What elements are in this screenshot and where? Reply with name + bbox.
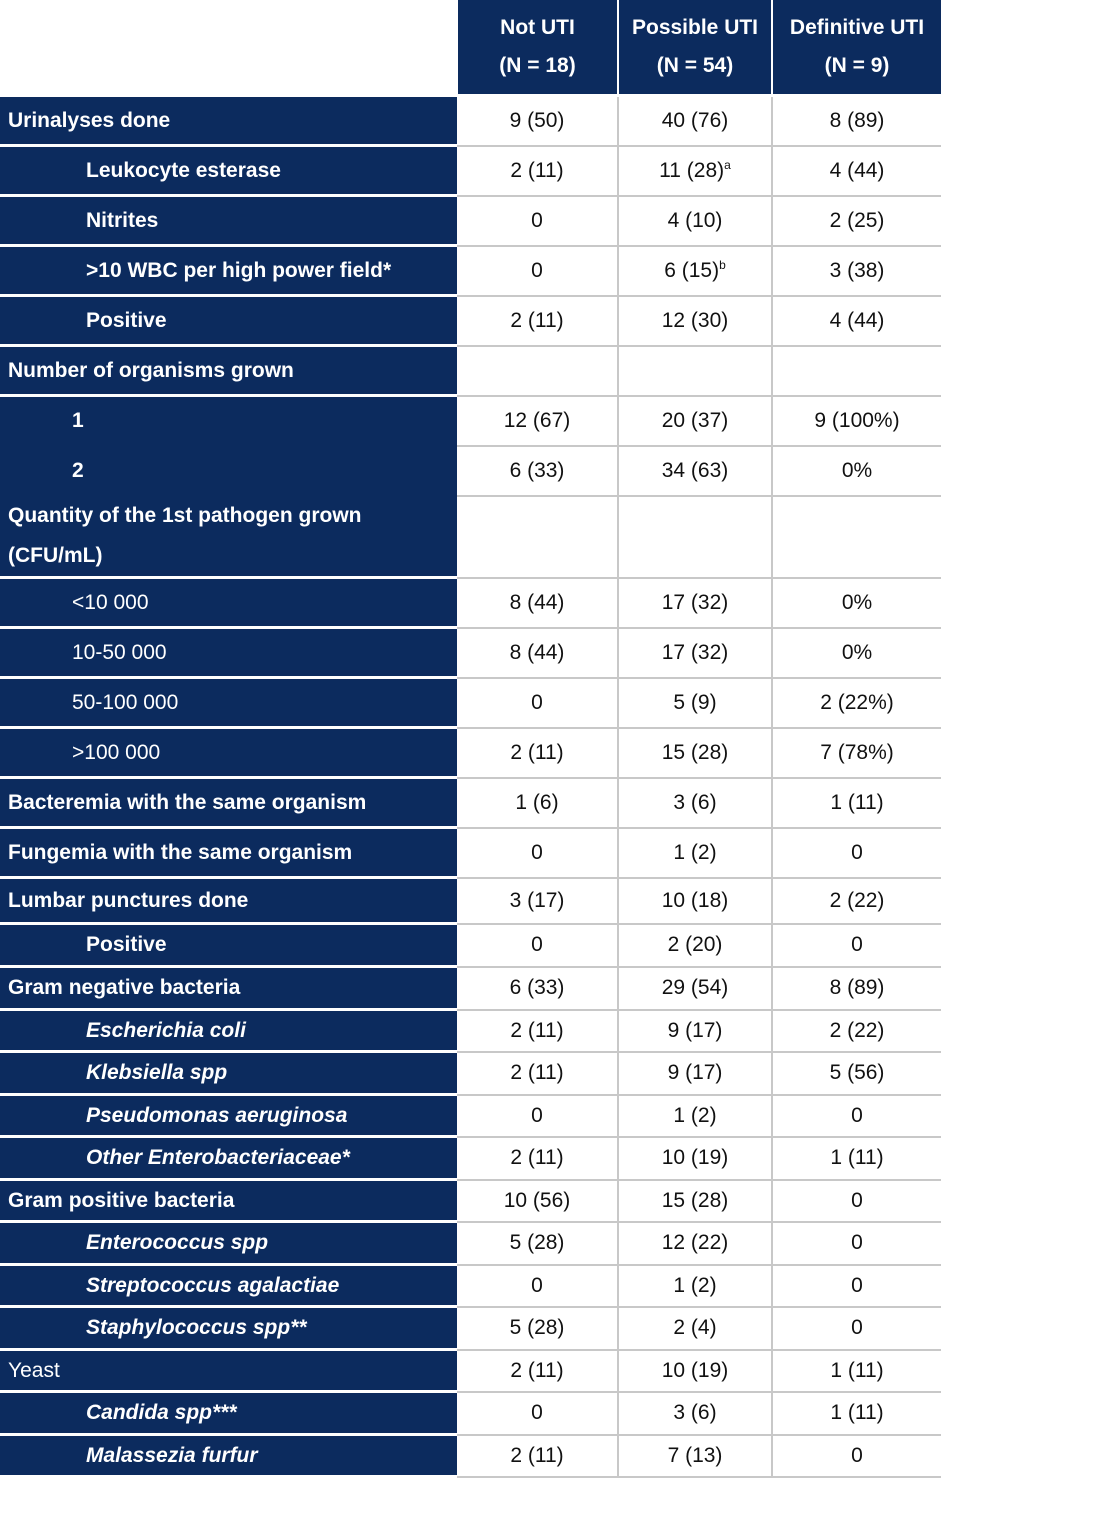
value-cell bbox=[457, 146, 618, 196]
table-row bbox=[0, 446, 941, 496]
value-cell bbox=[772, 396, 941, 446]
row-label-cell bbox=[0, 246, 457, 296]
value-cell bbox=[618, 396, 772, 446]
cell-value: 7 (13) bbox=[667, 1443, 723, 1467]
row-label-cell bbox=[0, 1010, 457, 1052]
cell-value: 2 (11) bbox=[510, 158, 564, 182]
value-cell bbox=[457, 1052, 618, 1095]
value-cell bbox=[618, 878, 772, 924]
value-cell bbox=[618, 146, 772, 196]
row-label-cell bbox=[0, 296, 457, 346]
footnote-marker: a bbox=[724, 157, 731, 172]
value-cell bbox=[457, 496, 618, 578]
row-label-multiline bbox=[8, 496, 362, 576]
row-label-cell bbox=[0, 1137, 457, 1180]
value-cell bbox=[457, 296, 618, 346]
header-definitive-uti bbox=[772, 0, 941, 96]
value-cell bbox=[618, 924, 772, 967]
row-label: Leukocyte esterase bbox=[86, 158, 281, 182]
row-label-cell bbox=[0, 196, 457, 246]
header-col-name: Possible UTI bbox=[631, 16, 759, 39]
value-cell bbox=[457, 1010, 618, 1052]
row-label: >100 000 bbox=[72, 740, 161, 764]
cell-value: 2 (11) bbox=[510, 1443, 564, 1467]
cell-value: 9 (100%) bbox=[814, 408, 900, 432]
cell-value: 10 (56) bbox=[503, 1188, 571, 1212]
value-cell bbox=[618, 628, 772, 678]
table-row bbox=[0, 1222, 941, 1265]
value-cell bbox=[457, 246, 618, 296]
value-cell bbox=[457, 446, 618, 496]
value-cell bbox=[772, 1095, 941, 1137]
cell-value: 4 (44) bbox=[829, 308, 885, 332]
cell-value: 5 (56) bbox=[829, 1061, 885, 1084]
cell-value: 5 (28) bbox=[509, 1316, 565, 1339]
value-cell bbox=[457, 1350, 618, 1392]
value-cell bbox=[772, 1180, 941, 1222]
value-cell bbox=[772, 1307, 941, 1350]
cell-value: 2 (11) bbox=[510, 1358, 564, 1382]
value-cell bbox=[457, 967, 618, 1010]
value-cell bbox=[772, 446, 941, 496]
cell-value: 8 (44) bbox=[509, 640, 565, 664]
row-label: <10 000 bbox=[72, 590, 149, 614]
cell-value: 29 (54) bbox=[661, 976, 729, 999]
cell-value: 40 (76) bbox=[661, 108, 729, 132]
row-label: Positive bbox=[86, 933, 167, 956]
cell-value: 2 (25) bbox=[829, 208, 885, 232]
cell-value: 12 (22) bbox=[661, 1231, 729, 1254]
value-cell bbox=[618, 446, 772, 496]
cell-value: 0 bbox=[531, 933, 543, 956]
value-cell bbox=[457, 1392, 618, 1435]
row-label: Yeast bbox=[8, 1358, 60, 1382]
footnote-marker: b bbox=[719, 257, 726, 272]
table-row bbox=[0, 1435, 941, 1477]
row-label-cell bbox=[0, 496, 457, 578]
value-cell bbox=[618, 1307, 772, 1350]
value-cell bbox=[618, 96, 772, 146]
row-label-cell bbox=[0, 1265, 457, 1307]
cell-value: 10 (18) bbox=[661, 888, 729, 912]
value-cell bbox=[772, 1435, 941, 1477]
table-row bbox=[0, 1392, 941, 1435]
table-row bbox=[0, 296, 941, 346]
cell-value: 7 (78%) bbox=[820, 740, 894, 764]
value-cell bbox=[457, 96, 618, 146]
row-label: Gram negative bacteria bbox=[8, 976, 241, 999]
value-cell bbox=[772, 246, 941, 296]
cell-value: 4 (10) bbox=[667, 208, 723, 232]
cell-value: 2 (11) bbox=[510, 308, 564, 332]
header-possible-uti bbox=[618, 0, 772, 96]
table-row bbox=[0, 1010, 941, 1052]
value-cell bbox=[457, 1265, 618, 1307]
row-label-cell bbox=[0, 924, 457, 967]
cell-value: 10 (19) bbox=[661, 1358, 729, 1382]
value-cell bbox=[618, 346, 772, 396]
row-label: Streptococcus agalactiae bbox=[86, 1273, 340, 1297]
table-row bbox=[0, 1095, 941, 1137]
row-label-cell bbox=[0, 628, 457, 678]
row-label-cell bbox=[0, 146, 457, 196]
table-row bbox=[0, 96, 941, 146]
row-label: Urinalyses done bbox=[8, 108, 171, 132]
cell-value: 2 (22) bbox=[829, 1018, 885, 1042]
table-body bbox=[0, 96, 941, 1477]
value-cell bbox=[618, 1052, 772, 1095]
table-row bbox=[0, 1052, 941, 1095]
cell-value: 0 bbox=[851, 1188, 863, 1212]
cell-value: 1 (11) bbox=[830, 1146, 884, 1169]
row-label-cell bbox=[0, 728, 457, 778]
row-label: 1 bbox=[72, 409, 84, 433]
cell-value: 20 (37) bbox=[661, 408, 729, 432]
value-cell bbox=[618, 1010, 772, 1052]
value-cell bbox=[457, 1095, 618, 1137]
value-cell bbox=[772, 1137, 941, 1180]
cell-value: 12 (67) bbox=[503, 408, 571, 432]
table-row bbox=[0, 967, 941, 1010]
value-cell bbox=[457, 678, 618, 728]
cell-value: 2 (11) bbox=[510, 1061, 564, 1084]
row-label: 50-100 000 bbox=[72, 690, 179, 714]
row-label-cell bbox=[0, 828, 457, 878]
value-cell bbox=[618, 1392, 772, 1435]
cell-value: 1 (11) bbox=[830, 1358, 884, 1382]
row-label-cell bbox=[0, 1435, 457, 1477]
table-row bbox=[0, 578, 941, 628]
cell-value: 2 (22) bbox=[829, 888, 885, 912]
value-cell bbox=[772, 1265, 941, 1307]
value-cell bbox=[618, 1350, 772, 1392]
cell-value: 3 (6) bbox=[673, 1401, 717, 1424]
cell-value: 34 (63) bbox=[661, 458, 729, 482]
value-cell bbox=[772, 778, 941, 828]
value-cell bbox=[618, 728, 772, 778]
value-cell bbox=[772, 1010, 941, 1052]
cell-value: 0% bbox=[841, 640, 873, 664]
cell-value: 9 (50) bbox=[509, 108, 565, 132]
header-row bbox=[0, 0, 941, 96]
row-label-cell bbox=[0, 96, 457, 146]
cell-value: 0 bbox=[531, 208, 543, 232]
row-label: Other Enterobacteriaceae* bbox=[86, 1146, 350, 1169]
row-label-cell bbox=[0, 396, 457, 446]
cell-value: 10 (19) bbox=[661, 1146, 729, 1169]
value-cell bbox=[618, 1222, 772, 1265]
value-cell bbox=[457, 924, 618, 967]
value-cell bbox=[772, 678, 941, 728]
value-cell bbox=[457, 346, 618, 396]
value-cell bbox=[772, 346, 941, 396]
cell-value: 2 (20) bbox=[667, 933, 723, 956]
row-label: Escherichia coli bbox=[86, 1018, 246, 1042]
cell-value: 6 (33) bbox=[509, 976, 565, 999]
table-row bbox=[0, 728, 941, 778]
row-label: Number of organisms grown bbox=[8, 358, 294, 382]
value-cell bbox=[618, 967, 772, 1010]
value-cell bbox=[772, 146, 941, 196]
cell-value: 1 (11) bbox=[830, 790, 884, 814]
cell-value: 3 (38) bbox=[829, 258, 885, 282]
cell-value: 3 (17) bbox=[509, 888, 565, 912]
value-cell bbox=[772, 628, 941, 678]
table-row bbox=[0, 1137, 941, 1180]
value-cell bbox=[772, 828, 941, 878]
value-cell bbox=[772, 1052, 941, 1095]
header-col-n: (N = 54) bbox=[656, 54, 734, 77]
value-cell bbox=[457, 1137, 618, 1180]
cell-value: 15 (28) bbox=[661, 1188, 729, 1212]
value-cell bbox=[618, 828, 772, 878]
cell-value: 8 (89) bbox=[829, 108, 885, 132]
row-label-cell bbox=[0, 1052, 457, 1095]
row-label-cell bbox=[0, 878, 457, 924]
row-label: Klebsiella spp bbox=[86, 1061, 228, 1084]
value-cell bbox=[618, 1180, 772, 1222]
value-cell bbox=[618, 1435, 772, 1477]
table-row bbox=[0, 346, 941, 396]
cell-value: 8 (44) bbox=[509, 590, 565, 614]
row-label: Nitrites bbox=[86, 208, 159, 232]
cell-value: 0 bbox=[531, 690, 543, 714]
row-label: Pseudomonas aeruginosa bbox=[86, 1103, 348, 1127]
table-row bbox=[0, 1350, 941, 1392]
cell-value: 1 (6) bbox=[515, 790, 559, 814]
cell-value: 2 (11) bbox=[510, 1146, 564, 1169]
row-label-cell bbox=[0, 446, 457, 496]
table-row bbox=[0, 496, 941, 578]
cell-value: 15 (28) bbox=[661, 740, 729, 764]
value-cell bbox=[772, 296, 941, 346]
table-row bbox=[0, 1307, 941, 1350]
header-col-n: (N = 9) bbox=[824, 54, 890, 77]
table-row bbox=[0, 1265, 941, 1307]
value-cell bbox=[772, 878, 941, 924]
row-label-cell bbox=[0, 967, 457, 1010]
row-label: Staphylococcus spp** bbox=[86, 1316, 307, 1339]
cell-value: 17 (32) bbox=[661, 590, 729, 614]
header-col-name: Definitive UTI bbox=[789, 16, 925, 39]
cell-value: 5 (28) bbox=[509, 1231, 565, 1254]
cell-value: 1 (2) bbox=[673, 840, 717, 864]
header-col-n: (N = 18) bbox=[499, 54, 576, 77]
value-cell bbox=[618, 496, 772, 578]
table-row bbox=[0, 678, 941, 728]
row-label-cell bbox=[0, 578, 457, 628]
table-row bbox=[0, 396, 941, 446]
cell-value: 6 (33) bbox=[509, 458, 565, 482]
value-cell bbox=[457, 628, 618, 678]
value-cell bbox=[457, 1180, 618, 1222]
value-cell bbox=[618, 246, 772, 296]
row-label-cell bbox=[0, 1350, 457, 1392]
header-blank-cell bbox=[0, 0, 457, 96]
cell-value: 0 bbox=[531, 840, 543, 864]
cell-value: 12 (30) bbox=[661, 308, 729, 332]
row-label-cell bbox=[0, 1095, 457, 1137]
value-cell bbox=[618, 1095, 772, 1137]
value-cell bbox=[772, 1392, 941, 1435]
value-cell bbox=[618, 196, 772, 246]
cell-value: 0 bbox=[531, 1273, 543, 1297]
cell-value: 11 (28) bbox=[659, 158, 725, 182]
row-label-cell bbox=[0, 1307, 457, 1350]
value-cell bbox=[772, 578, 941, 628]
cell-value: 0% bbox=[841, 458, 873, 482]
value-cell bbox=[618, 678, 772, 728]
cell-value: 0 bbox=[851, 840, 863, 864]
value-cell bbox=[772, 728, 941, 778]
value-cell bbox=[772, 967, 941, 1010]
table-row bbox=[0, 924, 941, 967]
header-col-name: Not UTI bbox=[500, 16, 575, 39]
cell-value: 6 (15) bbox=[664, 258, 720, 282]
row-label-cell bbox=[0, 1222, 457, 1265]
value-cell bbox=[457, 1222, 618, 1265]
cell-value: 1 (2) bbox=[673, 1103, 717, 1127]
value-cell bbox=[772, 196, 941, 246]
table-row bbox=[0, 628, 941, 678]
value-cell bbox=[618, 578, 772, 628]
row-label-cell bbox=[0, 1180, 457, 1222]
cell-value: 4 (44) bbox=[829, 158, 885, 182]
table-row bbox=[0, 828, 941, 878]
cell-value: 2 (4) bbox=[673, 1316, 717, 1339]
row-label-cell bbox=[0, 1392, 457, 1435]
cell-value: 0 bbox=[531, 258, 543, 282]
row-label: 2 bbox=[72, 458, 84, 482]
cell-value: 0% bbox=[841, 590, 873, 614]
row-label: Lumbar punctures done bbox=[8, 888, 249, 912]
cell-value: 0 bbox=[851, 1316, 863, 1339]
table-row bbox=[0, 778, 941, 828]
row-label: Positive bbox=[86, 308, 167, 332]
value-cell bbox=[772, 924, 941, 967]
cell-value: 0 bbox=[851, 1103, 863, 1127]
table-row bbox=[0, 146, 941, 196]
value-cell bbox=[618, 1137, 772, 1180]
row-label: >10 WBC per high power field* bbox=[86, 258, 392, 282]
row-label: Enterococcus spp bbox=[86, 1231, 269, 1254]
cell-value: 3 (6) bbox=[673, 790, 717, 814]
value-cell bbox=[457, 1435, 618, 1477]
value-cell bbox=[457, 396, 618, 446]
row-label: Gram positive bacteria bbox=[8, 1188, 235, 1212]
cell-value: 2 (11) bbox=[510, 1018, 564, 1042]
value-cell bbox=[457, 828, 618, 878]
table-row bbox=[0, 878, 941, 924]
row-label-cell bbox=[0, 346, 457, 396]
row-label-unit: (CFU/mL) bbox=[8, 543, 103, 567]
value-cell bbox=[457, 578, 618, 628]
cell-value: 2 (22%) bbox=[820, 690, 894, 714]
table-row bbox=[0, 1180, 941, 1222]
value-cell bbox=[618, 1265, 772, 1307]
row-label: Bacteremia with the same organism bbox=[8, 790, 367, 814]
row-label: Quantity of the 1st pathogen grown bbox=[8, 503, 362, 527]
value-cell bbox=[772, 1350, 941, 1392]
header-not-uti bbox=[457, 0, 618, 96]
cell-value: 1 (11) bbox=[830, 1401, 884, 1424]
value-cell bbox=[457, 778, 618, 828]
cell-value: 0 bbox=[851, 1231, 863, 1254]
cell-value: 9 (17) bbox=[667, 1061, 723, 1084]
cell-value: 0 bbox=[531, 1401, 543, 1424]
row-label: Malassezia furfur bbox=[86, 1443, 258, 1467]
cell-value: 0 bbox=[851, 933, 863, 956]
cell-value: 0 bbox=[851, 1443, 863, 1467]
cell-value: 1 (2) bbox=[673, 1273, 717, 1297]
row-label: Fungemia with the same organism bbox=[8, 840, 353, 864]
row-label: 10-50 000 bbox=[72, 640, 167, 664]
value-cell bbox=[457, 728, 618, 778]
value-cell bbox=[772, 1222, 941, 1265]
value-cell bbox=[772, 496, 941, 578]
value-cell bbox=[457, 1307, 618, 1350]
value-cell bbox=[618, 296, 772, 346]
value-cell bbox=[772, 96, 941, 146]
cell-value: 0 bbox=[531, 1103, 543, 1127]
cell-value: 0 bbox=[851, 1273, 863, 1297]
row-label-cell bbox=[0, 678, 457, 728]
cell-value: 8 (89) bbox=[829, 976, 885, 999]
cell-value: 17 (32) bbox=[661, 640, 729, 664]
value-cell bbox=[618, 778, 772, 828]
table-row bbox=[0, 196, 941, 246]
cell-value: 2 (11) bbox=[510, 740, 564, 764]
row-label-cell bbox=[0, 778, 457, 828]
row-label: Candida spp*** bbox=[86, 1401, 237, 1424]
table-row bbox=[0, 246, 941, 296]
cell-value: 9 (17) bbox=[667, 1018, 723, 1042]
value-cell bbox=[457, 878, 618, 924]
value-cell bbox=[457, 196, 618, 246]
cell-value: 5 (9) bbox=[673, 690, 717, 714]
